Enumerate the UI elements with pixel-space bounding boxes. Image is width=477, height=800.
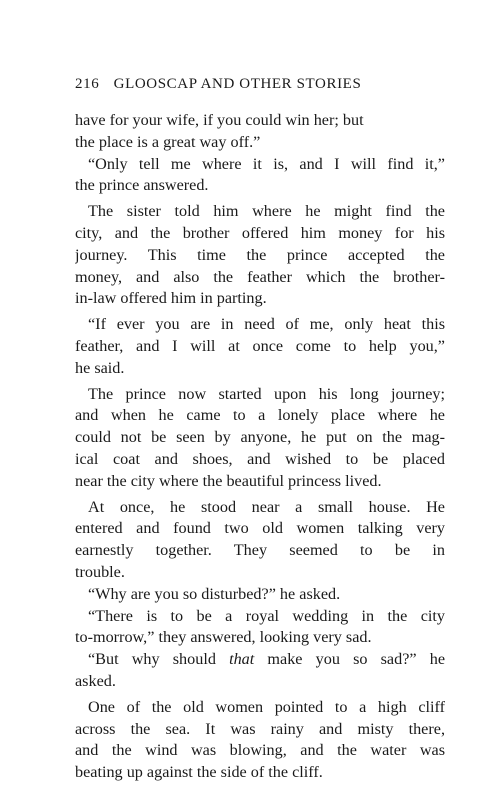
text-line: trouble. (75, 562, 125, 581)
emphasized-word: that (229, 650, 255, 669)
text-line: feather, and I will at once come to help you,” (75, 336, 445, 355)
text-line: across the sea. It was rainy and misty there, (75, 719, 445, 738)
text-line: “Only tell me where it is, and I will find it,” (88, 154, 445, 173)
text-line: the place is a great way off.” (75, 132, 261, 151)
text-line: city, and the brother offered him money for his (75, 223, 445, 242)
text-line: near the city where the beautiful princess lived. (75, 471, 382, 490)
text-line: the prince answered. (75, 176, 209, 195)
text-line: money, and also the feather which the brother- (75, 267, 445, 286)
text-line: “If ever you are in need of me, only heat this (88, 315, 445, 334)
text-line: and the wind was blowing, and the water was (75, 741, 445, 760)
text-line: earnestly together. They seemed to be in (75, 541, 445, 560)
text-line: beating up against the side of the cliff. (75, 763, 323, 782)
text-line: asked. (75, 671, 116, 690)
page-number: 216 (75, 76, 100, 92)
text-line: to-morrow,” they answered, looking very sad. (75, 628, 372, 647)
text-line: At once, he stood near a small house. He (88, 497, 445, 516)
text-line: he said. (75, 358, 125, 377)
text-line: “Why are you so disturbed?” he asked. (88, 584, 341, 603)
body-text (75, 110, 445, 784)
text-line: could not be seen by anyone, he put on the mag- (75, 428, 445, 447)
text-line: entered and found two old women talking very (75, 519, 445, 538)
text-line: and when he came to a lonely place where he (75, 406, 445, 425)
text-line: “There is to be a royal wedding in the city (88, 606, 445, 625)
running-title: GLOOSCAP AND OTHER STORIES (113, 76, 362, 92)
text-line: One of the old women pointed to a high cliff (88, 697, 445, 716)
text-line: journey. This time the prince accepted the (75, 245, 445, 264)
text-line (75, 649, 445, 671)
text-line: ical coat and shoes, and wished to be placed (75, 449, 445, 468)
text-line: The sister told him where he might find the (88, 202, 445, 221)
text-line: The prince now started upon his long journey; (88, 384, 445, 403)
text-line: in-law offered him in parting. (75, 289, 267, 308)
running-head (75, 76, 405, 93)
text-line: have for your wife, if you could win her; but (75, 111, 364, 129)
text-run: make you so sad?” he (254, 650, 445, 669)
text-run: “But why should (88, 650, 230, 669)
